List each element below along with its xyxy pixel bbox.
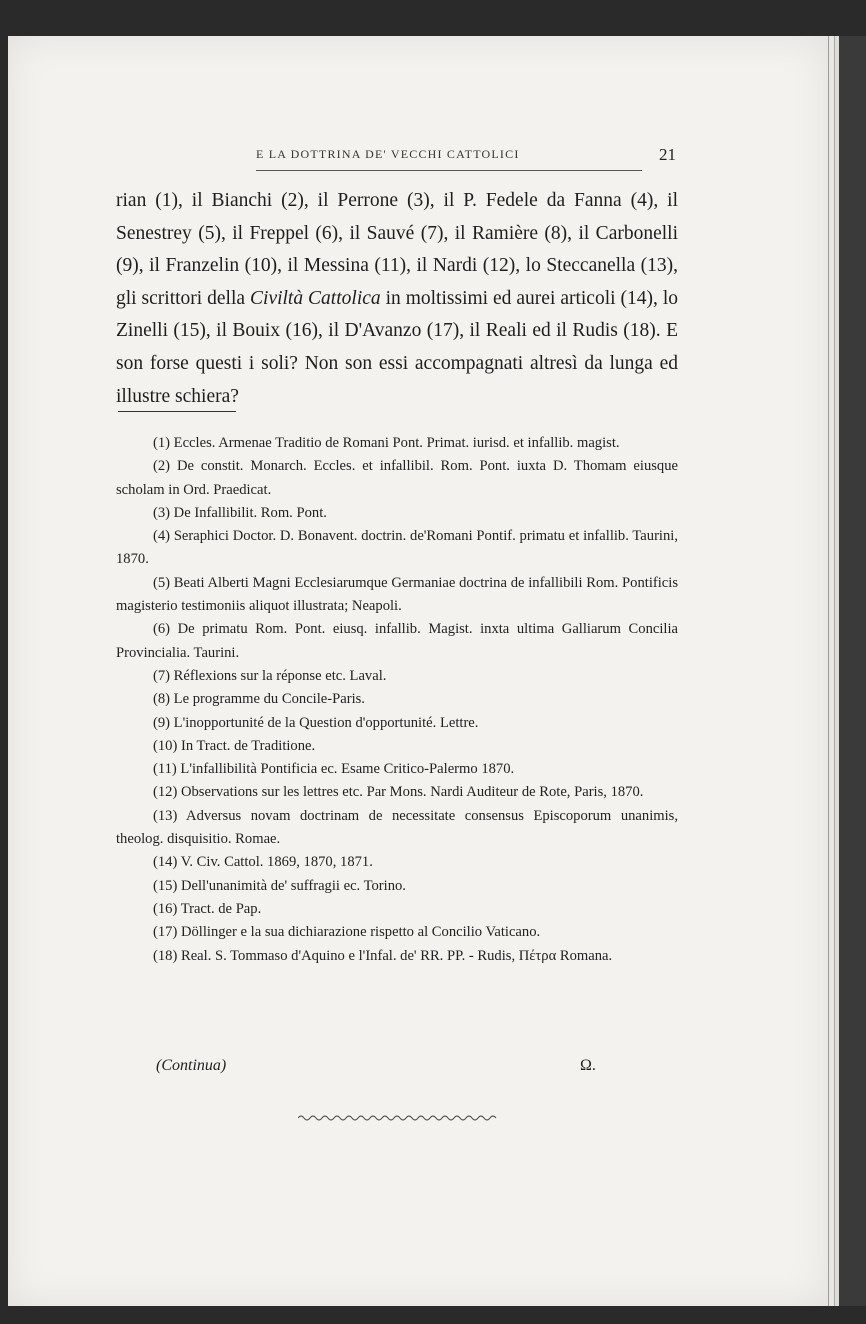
footnote-16: (16) Tract. de Pap.	[153, 900, 262, 917]
footnote-12: (12) Observations sur les lettres etc. Par Mons. Nardi Auditeur de Rote, Paris, 1870.	[153, 784, 644, 801]
footnote-18: (18) Real. S. Tommaso d'Aquino e l'Infal. de' RR. PP. - Rudis, Πέτρα Romana.	[153, 947, 613, 964]
body-text-1: rian (1), il Bianchi (2), il Perrone (3), il P. Fedele da Fanna (4), il Senestrey (5), il Freppel (6), il Sauvé (7), il Ramière (8), il Carbonelli (9), il Franzelin (10), il Messina (11), il Nardi (12), lo Steccanella (13), gli scrittori della	[116, 190, 678, 309]
footnote-5: (5) Beati Alberti Magni Ecclesiarumque Germaniae doctrina de infallibili Rom. Pontificis magisterio testimoniis aliquot illustrata; Neapoli.	[116, 574, 678, 615]
footnote-2: (2) De constit. Monarch. Eccles. et infallibil. Rom. Pont. iuxta D. Thomam eiusque scholam in Ord. Praedicat.	[116, 458, 678, 498]
continua-note: (Continua)	[156, 1057, 227, 1074]
body-text-2: in moltissimi ed aurei articoli (14), lo Zinelli (15), il Bouix (16), il D'Avanzo (17), il Reali ed il Rudis (18). E son forse questi i soli? Non son essi accompagnati altresì da lunga ed illustre schiera?	[116, 287, 678, 407]
body-paragraph	[116, 185, 678, 413]
footnote-4: (4) Seraphici Doctor. D. Bonavent. doctrin. de'Romani Pontif. primatu et infallib. Taurini, 1870.	[116, 528, 678, 568]
footnote-13: (13) Adversus novam doctrinam de necessitate consensus Episcoporum unanimis, theolog. disquisitio. Romae.	[116, 807, 678, 848]
footnote-11: (11) L'infallibilità Pontificia ec. Esame Critico-Palermo 1870.	[153, 761, 515, 778]
footnote-1: (1) Eccles. Armenae Traditio de Romani Pont. Primat. iurisd. et infallib. magist.	[153, 435, 620, 451]
header-rule	[256, 170, 642, 171]
footnote-separator	[118, 411, 236, 412]
footnote-14: (14) V. Civ. Cattol. 1869, 1870, 1871.	[153, 854, 373, 871]
running-head: E LA DOTTRINA DE' VECCHI CATTOLICI	[256, 147, 520, 161]
footnote-17: (17) Döllinger e la sua dichiarazione rispetto al Concilio Vaticano.	[153, 924, 541, 941]
signoff	[156, 1057, 606, 1083]
scan-background	[839, 36, 866, 1306]
footnote-6: (6) De primatu Rom. Pont. eiusq. infallib. Magist. inxta ultima Galliarum Concilia Provincialia. Taurini.	[116, 621, 678, 661]
footnote-7: (7) Réflexions sur la réponse etc. Laval.	[153, 667, 387, 684]
journal-title: Civiltà Cattolica	[250, 287, 381, 309]
wavy-ornament	[298, 1112, 498, 1124]
author-signature: Ω.	[580, 1057, 596, 1074]
footnote-3: (3) De Infallibilit. Rom. Pont.	[153, 504, 327, 521]
footnote-9: (9) L'inopportunité de la Question d'opportunité. Lettre.	[153, 714, 479, 731]
footnote-10: (10) In Tract. de Traditione.	[153, 737, 316, 754]
paragraph	[116, 185, 678, 413]
page-number: 21	[659, 145, 676, 164]
footnotes	[116, 432, 678, 968]
footnote-15: (15) Dell'unanimità de' suffragii ec. Torino.	[153, 877, 406, 894]
footnote-8: (8) Le programme du Concile-Paris.	[153, 691, 365, 708]
page-header	[256, 145, 678, 165]
